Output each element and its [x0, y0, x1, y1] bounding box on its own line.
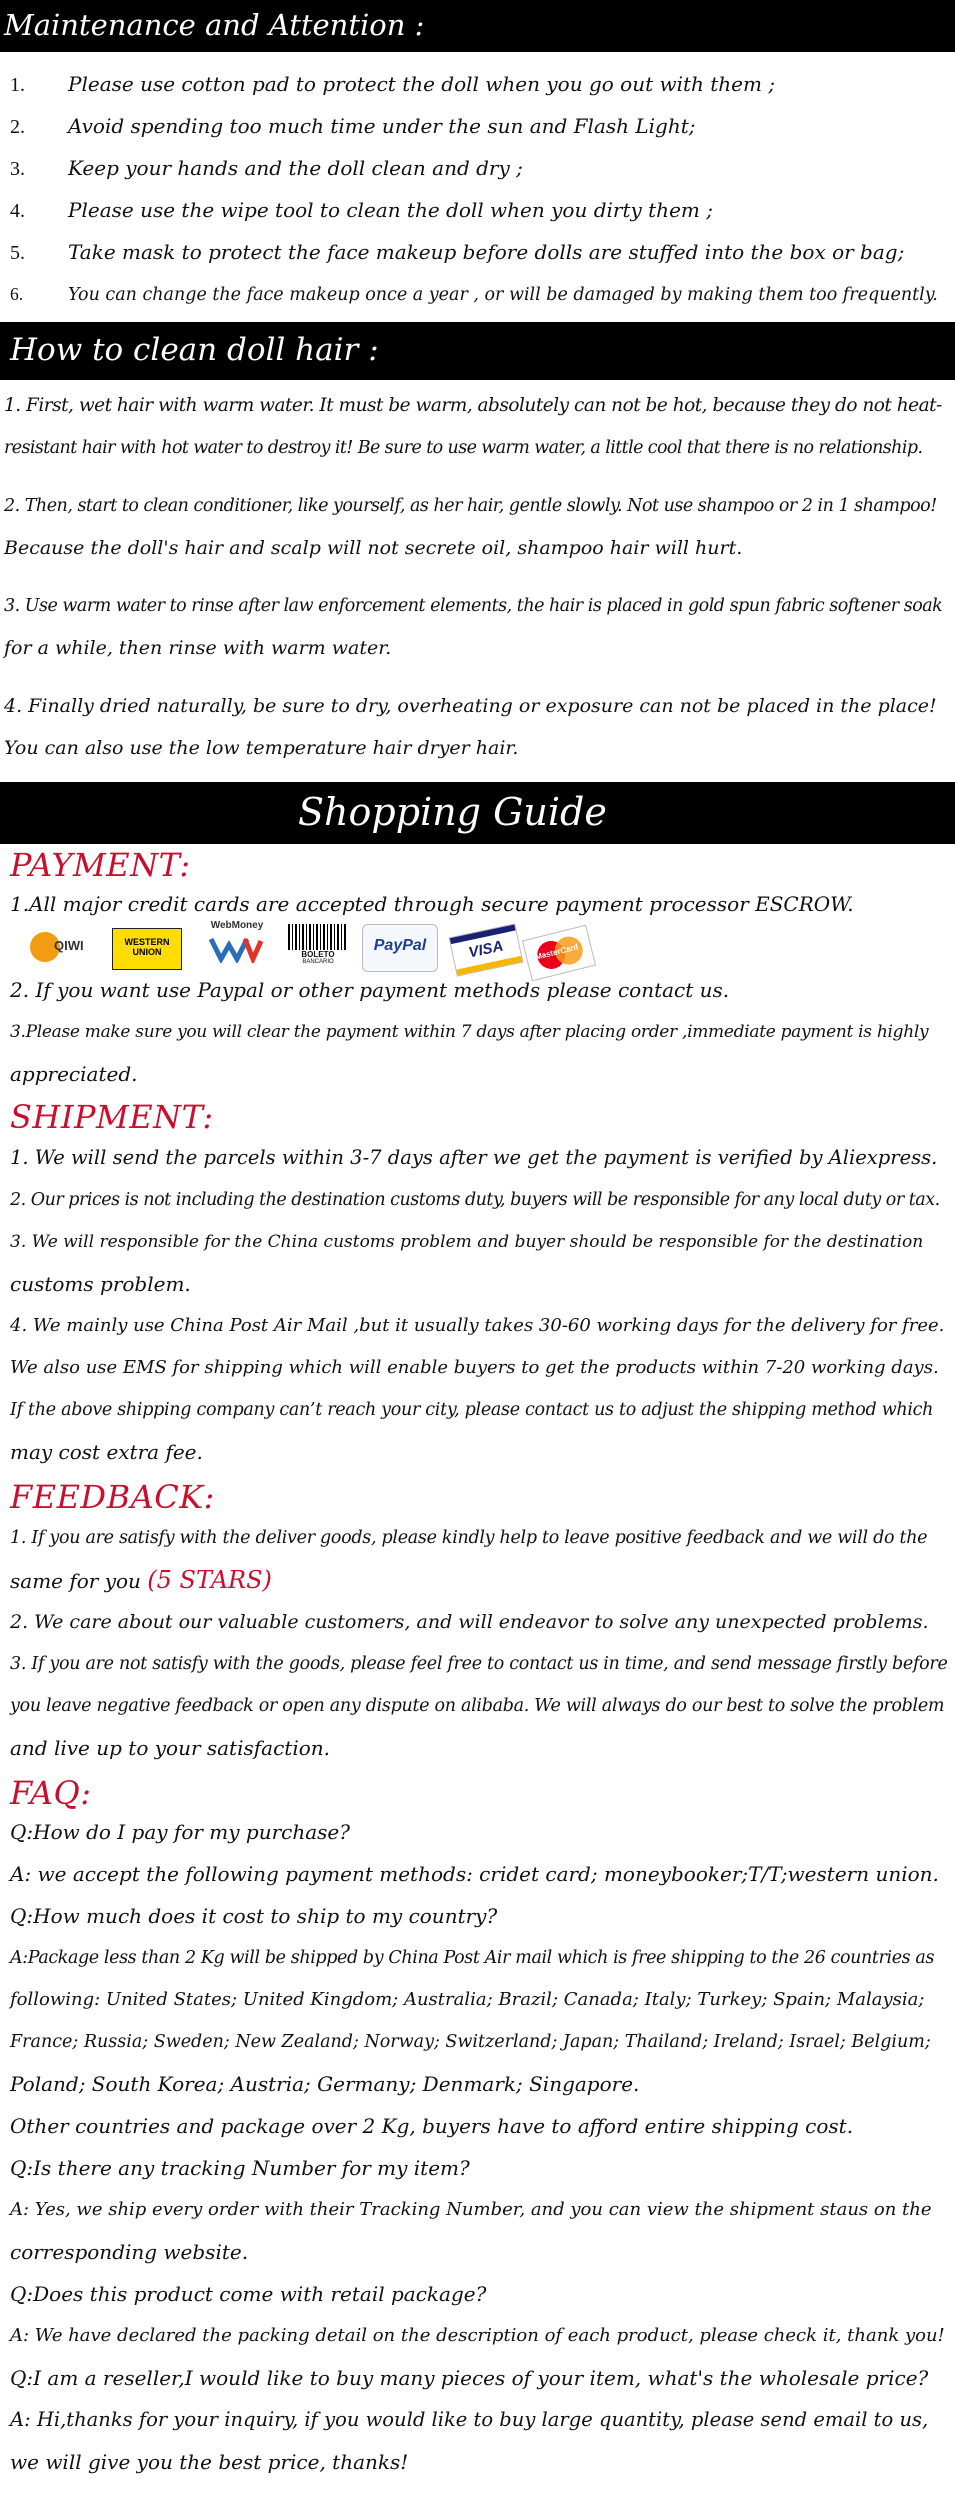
maintenance-item: [10, 154, 523, 183]
shipment-line: customs problem.: [10, 1272, 191, 1296]
item-number: 3.: [10, 158, 25, 180]
boleto-label: BOLETO: [301, 950, 335, 959]
feedback-heading: FEEDBACK:: [10, 1478, 215, 1516]
faq-line: we will give you the best price, thanks!: [10, 2450, 409, 2474]
shopping-guide-title: Shopping Guide: [298, 790, 607, 834]
hair-line: 3. Use warm water to rinse after law enforcement elements, the hair is placed in gold spun fabric softener soak: [4, 596, 943, 616]
western-union-label-top: WESTERN: [124, 937, 170, 947]
payment-line: 3.Please make sure you will clear the payment within 7 days after placing order ,immediate payment is highly: [10, 1022, 929, 1042]
item-text: Please use the wipe tool to clean the doll when you dirty them ;: [68, 198, 713, 222]
maintenance-item: [10, 196, 713, 225]
faq-line: Q:Is there any tracking Number for my item?: [10, 2156, 470, 2180]
mastercard-icon: [522, 925, 596, 982]
hair-header-band: [0, 322, 955, 380]
hair-line: 2. Then, start to clean conditioner, like yourself, as her hair, gentle slowly. Not use shampoo or 2 in 1 shampoo!: [4, 496, 937, 516]
feedback-line: and live up to your satisfaction.: [10, 1736, 330, 1760]
hair-title: How to clean doll hair :: [10, 332, 379, 368]
item-text: Take mask to protect the face makeup before dolls are stuffed into the box or bag;: [68, 240, 905, 264]
boleto-icon: [288, 924, 348, 972]
western-union-label-bottom: UNION: [132, 947, 162, 957]
item-text: Avoid spending too much time under the sun and Flash Light;: [68, 114, 696, 138]
faq-line: Other countries and package over 2 Kg, buyers have to afford entire shipping cost.: [10, 2114, 854, 2138]
faq-heading: FAQ:: [10, 1774, 92, 1812]
qiwi-label: QIWI: [54, 938, 84, 953]
feedback-line: you leave negative feedback or open any dispute on alibaba. We will always do our best to solve the problem: [10, 1696, 945, 1716]
maintenance-item: [10, 112, 696, 141]
item-number: 6.: [10, 284, 24, 304]
paypal-icon: [362, 924, 438, 972]
maintenance-item: [10, 280, 938, 309]
hair-line: Because the doll's hair and scalp will not secrete oil, shampoo hair will hurt.: [4, 537, 743, 559]
webmoney-label: WebMoney: [210, 920, 264, 931]
maintenance-header-band: [0, 0, 955, 52]
maintenance-title: Maintenance and Attention :: [4, 8, 425, 42]
qiwi-icon: [28, 928, 98, 970]
faq-line: Q:I am a reseller,I would like to buy many pieces of your item, what's the wholesale price?: [10, 2366, 929, 2390]
shipment-line: 3. We will responsible for the China customs problem and buyer should be responsible for the destination: [10, 1232, 924, 1252]
item-number: 1.: [10, 74, 25, 96]
feedback-line: 3. If you are not satisfy with the goods, please feel free to contact us in time, and send message firstly before: [10, 1654, 948, 1674]
hair-line: resistant hair with hot water to destroy it! Be sure to use warm water, a little cool that there is no relationship.: [4, 438, 923, 458]
shipment-line: 2. Our prices is not including the destination customs duty, buyers will be responsible for any local duty or tax.: [10, 1190, 940, 1210]
feedback-line: [10, 1566, 272, 1595]
hair-line: You can also use the low temperature hair dryer hair.: [4, 737, 519, 759]
maintenance-item: [10, 238, 904, 267]
item-number: 2.: [10, 116, 25, 138]
faq-line: A:Package less than 2 Kg will be shipped by China Post Air mail which is free shipping to the 26 countries as: [10, 1948, 935, 1968]
shipment-line: We also use EMS for shipping which will enable buyers to get the products within 7-20 working days.: [10, 1357, 939, 1378]
payment-line: 1.All major credit cards are accepted through secure payment processor ESCROW.: [10, 892, 854, 916]
visa-icon: [449, 923, 524, 976]
faq-line: A: We have declared the packing detail on the description of each product, please check it, thank you!: [10, 2325, 945, 2346]
shipment-line: If the above shipping company can’t reach your city, please contact us to adjust the shipping method which: [10, 1400, 934, 1420]
webmoney-icon: [202, 920, 272, 972]
western-union-icon: [112, 928, 182, 970]
item-number: 5.: [10, 242, 25, 264]
feedback-line: 1. If you are satisfy with the deliver goods, please kindly help to leave positive feedback and we will do the: [10, 1528, 928, 1548]
faq-line: following: United States; United Kingdom; Australia; Brazil; Canada; Italy; Turkey; Spain; Malaysia;: [10, 1989, 925, 2010]
maintenance-item: [10, 70, 775, 99]
item-text: Please use cotton pad to protect the doll when you go out with them ;: [68, 72, 776, 96]
faq-line: Q:Does this product come with retail package?: [10, 2282, 487, 2306]
faq-line: A: Yes, we ship every order with their Tracking Number, and you can view the shipment staus on the: [10, 2199, 932, 2220]
shipment-line: may cost extra fee.: [10, 1440, 203, 1464]
faq-line: A: Hi,thanks for your inquiry, if you would like to buy large quantity, please send email to us,: [10, 2408, 929, 2431]
payment-line: 2. If you want use Paypal or other payment methods please contact us.: [10, 978, 730, 1002]
shipment-line: 4. We mainly use China Post Air Mail ,but it usually takes 30-60 working days for the delivery for free.: [10, 1315, 945, 1336]
shipment-line: 1. We will send the parcels within 3-7 days after we get the payment is verified by Aliexpress.: [10, 1146, 938, 1169]
faq-line: Q:How much does it cost to ship to my country?: [10, 1904, 498, 1928]
feedback-text: same for you: [10, 1569, 148, 1593]
visa-label: VISA: [466, 937, 505, 962]
item-number: 4.: [10, 200, 25, 222]
faq-line: France; Russia; Sweden; New Zealand; Norway; Switzerland; Japan; Thailand; Ireland; Israel; Belgium;: [10, 2032, 931, 2052]
faq-line: Q:How do I pay for my purchase?: [10, 1820, 350, 1844]
faq-line: A: we accept the following payment methods: cridet card; moneybooker;T/T;western union.: [10, 1862, 939, 1886]
faq-line: corresponding website.: [10, 2240, 249, 2264]
faq-line: Poland; South Korea; Austria; Germany; Denmark; Singapore.: [10, 2072, 640, 2096]
hair-line: 1. First, wet hair with warm water. It must be warm, absolutely can not be hot, because they do not heat-: [4, 395, 942, 416]
shipment-heading: SHIPMENT:: [10, 1098, 214, 1136]
five-stars-label: (5 STARS): [147, 1566, 272, 1594]
payment-heading: PAYMENT:: [10, 846, 191, 884]
hair-line: for a while, then rinse with warm water.: [4, 637, 392, 659]
payment-line: appreciated.: [10, 1062, 138, 1086]
shopping-guide-band: [0, 782, 955, 844]
mastercard-label: MasterCard: [534, 942, 580, 962]
item-text: Keep your hands and the doll clean and dry ;: [68, 156, 523, 180]
boleto-label-2: BANCARIO: [302, 959, 334, 965]
feedback-line: 2. We care about our valuable customers, and will endeavor to solve any unexpected problems.: [10, 1611, 929, 1633]
paypal-label: PayPal: [373, 937, 427, 954]
hair-line: 4. Finally dried naturally, be sure to dry, overheating or exposure can not be placed in the place!: [4, 695, 937, 717]
item-text: You can change the face makeup once a year , or will be damaged by making them too frequently.: [68, 285, 938, 305]
